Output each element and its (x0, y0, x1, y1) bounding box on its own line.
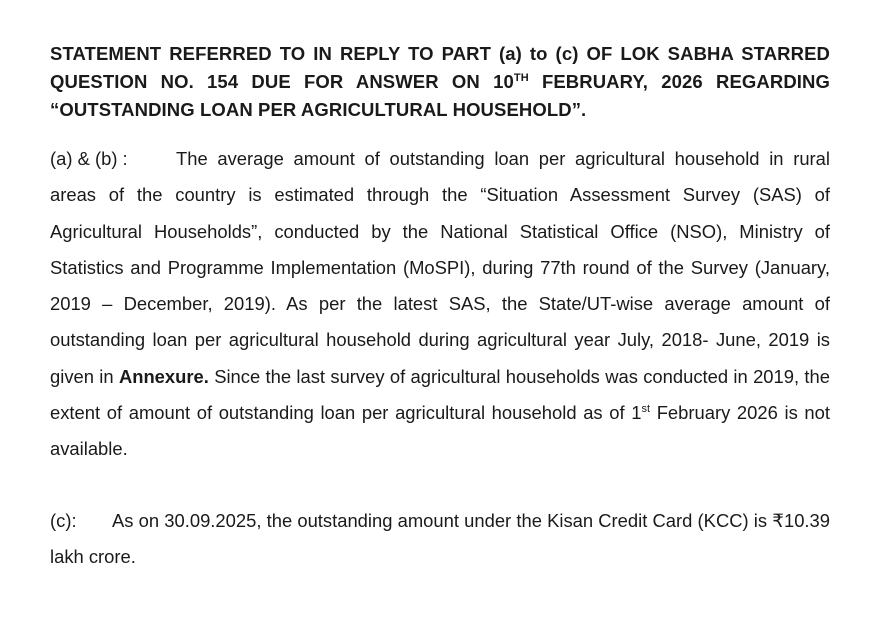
heading-text-part1: STATEMENT REFERRED TO IN REPLY TO PART (a) to (c) OF LOK SABHA STARRED QUESTION NO. 154 DUE FOR ANSWER ON 10 (50, 43, 830, 92)
paragraph-c-text: As on 30.09.2025, the outstanding amount under the Kisan Credit Card (KCC) is ₹10.39 lakh crore. (50, 509, 830, 567)
annexure-reference: Annexure. (118, 365, 209, 387)
paragraph-a-b-label: (a) & (b) : (50, 148, 128, 169)
date-superscript: st (641, 403, 651, 416)
heading-superscript: TH (513, 72, 529, 84)
statement-document (50, 40, 830, 575)
paragraph-a-b (50, 141, 830, 468)
paragraph-a-b-text1: The average amount of outstanding loan per agricultural household in rural areas of the country is estimated through the “Situation Assessment Survey (SAS) of Agricultural Households”, conducted by the National Statistical Office (NSO), Ministry of Statistics and Programme Implementation (MoSPI), during 77th round of the Survey (January, 2019 – December, 2019). As per the latest SAS, the State/UT-wise average amount of outstanding loan per agricultural household during agricultural year July, 2018- June, 2019 is given in (50, 148, 830, 387)
paragraph-a-b-text3: February 2026 is not available. (50, 402, 830, 460)
paragraph-c-label: (c): (50, 509, 77, 531)
heading-text-part2: FEBRUARY, 2026 REGARDING “OUTSTANDING LOAN PER AGRICULTURAL HOUSEHOLD”. (50, 71, 830, 120)
paragraph-a-b-text2: Since the last survey of agricultural households was conducted in 2019, the extent of amount of outstanding loan per agricultural household as of 1 (50, 365, 830, 424)
statement-heading (50, 40, 830, 124)
paragraph-c (50, 503, 830, 576)
